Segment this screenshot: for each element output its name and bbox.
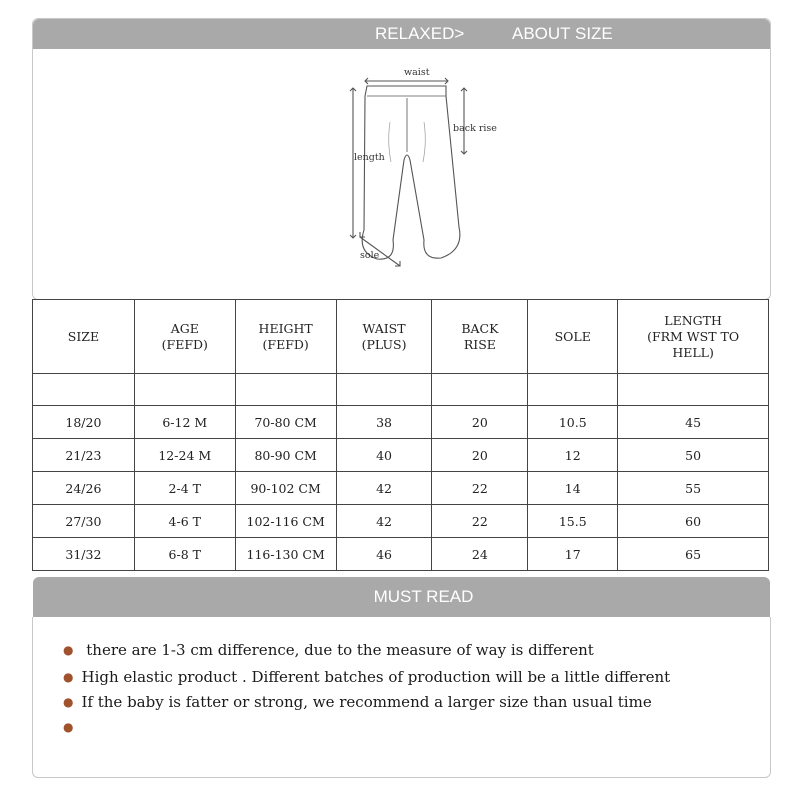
table-blank-row bbox=[33, 374, 769, 406]
table-cell: 22 bbox=[432, 505, 528, 538]
table-cell bbox=[235, 374, 336, 406]
bullet-icon: ● bbox=[63, 670, 74, 684]
table-cell: 46 bbox=[336, 538, 432, 571]
col-header-age: AGE (FEFD) bbox=[134, 300, 235, 374]
length-label: length bbox=[354, 152, 385, 163]
tab-relaxed[interactable]: RELAXED> bbox=[375, 24, 465, 43]
table-row bbox=[33, 505, 769, 538]
table-cell: 10.5 bbox=[528, 406, 618, 439]
table-row bbox=[33, 439, 769, 472]
table-cell: 20 bbox=[432, 439, 528, 472]
table-cell: 116-130 CM bbox=[235, 538, 336, 571]
table-cell bbox=[336, 374, 432, 406]
table-cell: 2-4 T bbox=[134, 472, 235, 505]
bullet-icon: ● bbox=[63, 720, 74, 734]
waist-label: waist bbox=[404, 67, 430, 78]
sole-label: sole bbox=[360, 250, 380, 261]
table-row bbox=[33, 538, 769, 571]
table-cell: 4-6 T bbox=[134, 505, 235, 538]
table-cell bbox=[432, 374, 528, 406]
table-cell: 18/20 bbox=[33, 406, 135, 439]
col-header-size: SIZE bbox=[33, 300, 135, 374]
table-cell: 15.5 bbox=[528, 505, 618, 538]
table-cell: 40 bbox=[336, 439, 432, 472]
table-cell: 27/30 bbox=[33, 505, 135, 538]
table-cell: 22 bbox=[432, 472, 528, 505]
table-cell bbox=[528, 374, 618, 406]
bullet-icon: ● bbox=[63, 643, 74, 657]
table-cell: 31/32 bbox=[33, 538, 135, 571]
bullet-icon: ● bbox=[63, 695, 74, 709]
table-cell: 38 bbox=[336, 406, 432, 439]
table-cell bbox=[134, 374, 235, 406]
note-text: High elastic product . Different batches of production will be a little different bbox=[81, 668, 671, 686]
table-cell: 24 bbox=[432, 538, 528, 571]
table-cell: 12 bbox=[528, 439, 618, 472]
table-cell bbox=[33, 374, 135, 406]
tights-outline bbox=[362, 86, 460, 259]
note-item bbox=[63, 641, 594, 659]
table-cell: 6-8 T bbox=[134, 538, 235, 571]
note-text: If the baby is fatter or strong, we recommend a larger size than usual time bbox=[81, 693, 652, 711]
table-cell bbox=[618, 374, 769, 406]
table-cell: 21/23 bbox=[33, 439, 135, 472]
table-cell: 42 bbox=[336, 472, 432, 505]
table-cell: 60 bbox=[618, 505, 769, 538]
table-cell: 65 bbox=[618, 538, 769, 571]
table-cell: 12-24 M bbox=[134, 439, 235, 472]
table-cell: 6-12 M bbox=[134, 406, 235, 439]
table-row bbox=[33, 472, 769, 505]
table-cell: 20 bbox=[432, 406, 528, 439]
table-cell: 55 bbox=[618, 472, 769, 505]
must-read-title: MUST READ bbox=[373, 587, 474, 606]
note-item bbox=[63, 668, 670, 686]
about-size-header bbox=[33, 19, 770, 49]
table-cell: 80-90 CM bbox=[235, 439, 336, 472]
table-cell: 70-80 CM bbox=[235, 406, 336, 439]
table-cell: 45 bbox=[618, 406, 769, 439]
back-rise-label: back rise bbox=[453, 123, 497, 134]
table-row bbox=[33, 406, 769, 439]
col-header-back-rise: BACK RISE bbox=[432, 300, 528, 374]
table-cell: 90-102 CM bbox=[235, 472, 336, 505]
must-read-notes bbox=[32, 617, 771, 778]
table-cell: 17 bbox=[528, 538, 618, 571]
note-text: there are 1-3 cm difference, due to the measure of way is different bbox=[81, 641, 594, 659]
table-cell: 50 bbox=[618, 439, 769, 472]
col-header-sole: SOLE bbox=[528, 300, 618, 374]
table-header-row bbox=[33, 300, 769, 374]
col-header-height: HEIGHT (FEFD) bbox=[235, 300, 336, 374]
table-cell: 42 bbox=[336, 505, 432, 538]
must-read-header bbox=[33, 577, 770, 617]
tab-about-size[interactable]: ABOUT SIZE bbox=[512, 24, 613, 43]
table-cell: 14 bbox=[528, 472, 618, 505]
table-cell: 102-116 CM bbox=[235, 505, 336, 538]
note-item bbox=[63, 718, 81, 736]
col-header-waist: WAIST (PLUS) bbox=[336, 300, 432, 374]
note-item bbox=[63, 693, 652, 711]
col-header-length: LENGTH (FRM WST TO HELL) bbox=[618, 300, 769, 374]
size-chart-table bbox=[32, 299, 769, 571]
tights-measurement-diagram bbox=[340, 62, 520, 277]
table-cell: 24/26 bbox=[33, 472, 135, 505]
